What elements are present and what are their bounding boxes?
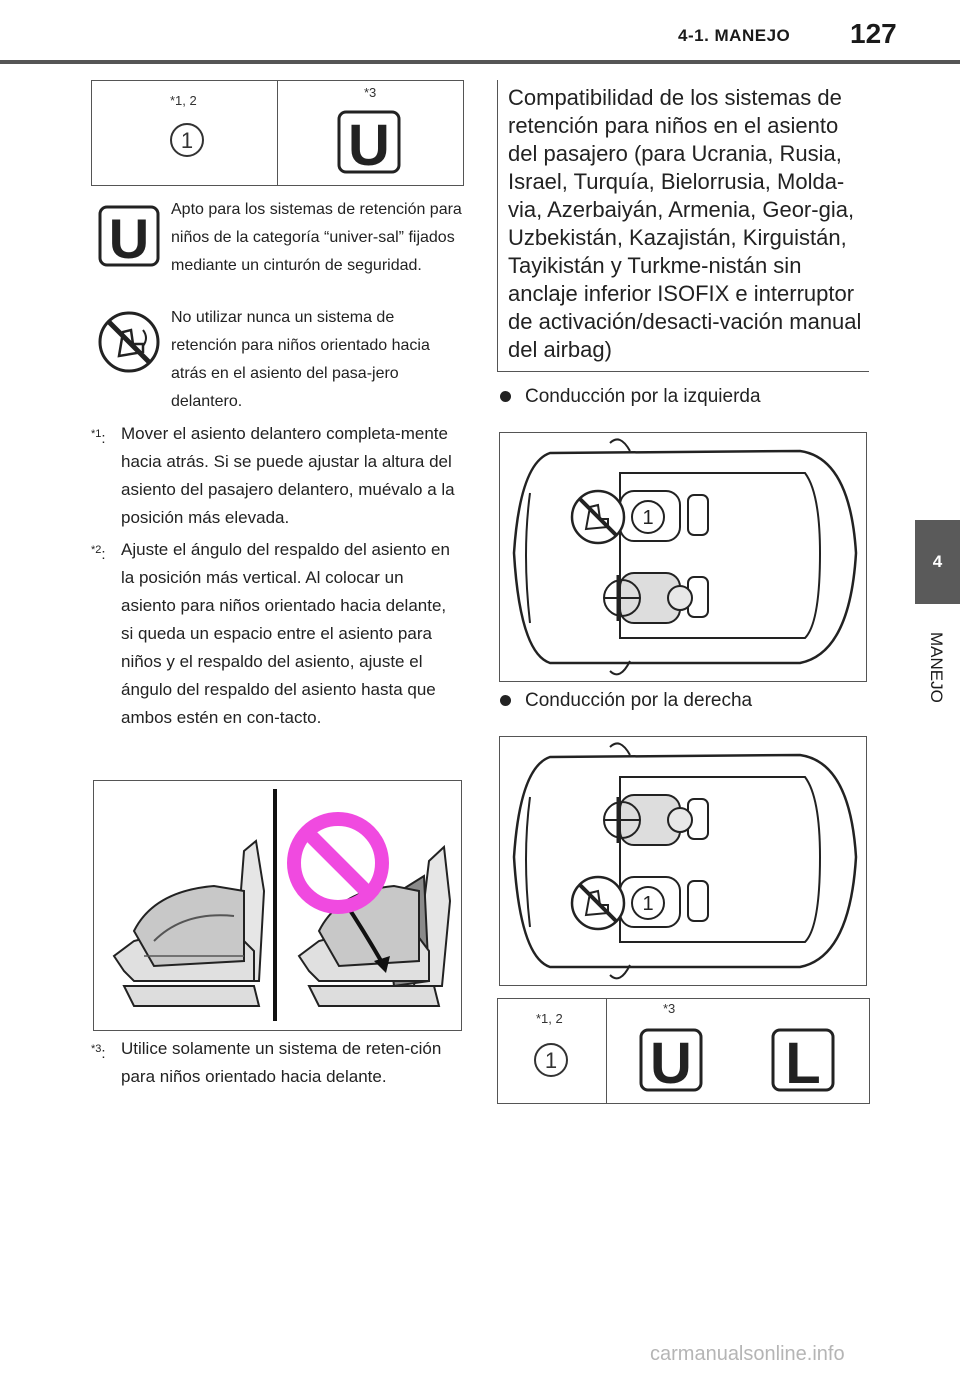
universal-description: Apto para los sistemas de retención para niños de la categoría “univer-sal” fijados mediante un cinturón de seguridad. [171, 201, 462, 274]
note-2 [91, 536, 463, 760]
table-header-col2: *3 [364, 85, 377, 100]
position-1-icon [168, 121, 206, 159]
note-1-marker: $^{*1}$: [91, 428, 106, 447]
header-divider [0, 60, 960, 64]
universal-category-letter: U [348, 113, 390, 175]
seat-category-table [91, 80, 464, 186]
chapter-label: MANEJO [927, 631, 946, 703]
seat-angle-illustration [93, 780, 462, 1031]
note-3-text: Utilice solamente un sistema de reten-ción para niños orientado hacia delante. [121, 1039, 442, 1086]
note-2-text: Ajuste el ángulo del respaldo del asiento en la posición más vertical. Al colocar un asiento para niños orientado hacia delante, si queda un espacio entre el asiento para niños y el respaldo del asiento, ajuste el ángulo del respaldo del asiento hasta que ambos estén en con-tacto. [121, 540, 450, 727]
left-drive-label: Conducción por la izquierda [500, 386, 761, 408]
watermark: carmanualsonline.info [650, 1343, 845, 1365]
note-1-text: Mover el asiento delantero completa-mente hacia atrás. Si se puede ajustar la altura del asiento del pasajero delantero, muévalo a la posición más elevada. [121, 424, 455, 527]
universal-category-icon [336, 109, 402, 175]
car-top-view-left [500, 433, 866, 681]
position-1-icon [532, 1041, 570, 1079]
car-top-view-right [500, 737, 866, 985]
position-1-number: 1 [544, 1048, 558, 1073]
limited-category-icon [770, 1027, 836, 1093]
table-header-col2: *3 [663, 1001, 676, 1016]
compatibility-title: Compatibilidad de los sistemas de retención para niños en el asiento del pasajero (para Ucrania, Rusia, Israel, Turquía, Bielorrusia, Molda-via, Azerbaiyán, Armenia, Geor-gia, Uzbekistán, Kazajistán, Kirguistán, Tayikistán y Turkme-nistán sin anclaje inferior ISOFIX e interruptor de activación/desacti-vación manual del airbag) [508, 85, 862, 362]
seat-illustration-graphic [94, 781, 461, 1030]
rear-facing-prohibited-icon [97, 310, 161, 374]
car-diagram-left-drive [499, 432, 867, 682]
table-divider [606, 999, 607, 1103]
right-drive-label: Conducción por la derecha [500, 690, 752, 712]
passenger-seat-number: 1 [642, 893, 654, 915]
note-1 [91, 420, 463, 532]
limited-category-letter: L [785, 1031, 821, 1093]
table-divider [277, 81, 278, 185]
universal-symbol-icon [97, 204, 161, 268]
note-2-marker: $^{*2}$: [91, 544, 106, 563]
note-3-marker: $^{*3}$: [91, 1043, 106, 1062]
compatibility-heading-box [497, 80, 869, 372]
passenger-seat-number: 1 [642, 507, 654, 529]
bullet-icon [500, 695, 511, 706]
forbidden-description: No utilizar nunca un sistema de retención para niños orientado hacia atrás en el asiento del pasa-jero delantero. [171, 309, 430, 410]
table-header-col1: *1, 2 [536, 1011, 563, 1026]
seat-category-table-bottom [497, 998, 870, 1104]
table-header-col1: *1, 2 [170, 93, 197, 108]
chapter-tab: 4 [915, 520, 960, 604]
section-title: 4-1. MANEJO [678, 26, 791, 45]
bullet-icon [500, 391, 511, 402]
universal-category-icon [638, 1027, 704, 1093]
position-1-number: 1 [180, 128, 194, 153]
page-number: 127 [850, 18, 897, 49]
universal-symbol-letter: U [108, 207, 150, 268]
note-3 [91, 1035, 463, 1093]
car-diagram-right-drive [499, 736, 867, 986]
universal-category-letter: U [650, 1031, 692, 1093]
